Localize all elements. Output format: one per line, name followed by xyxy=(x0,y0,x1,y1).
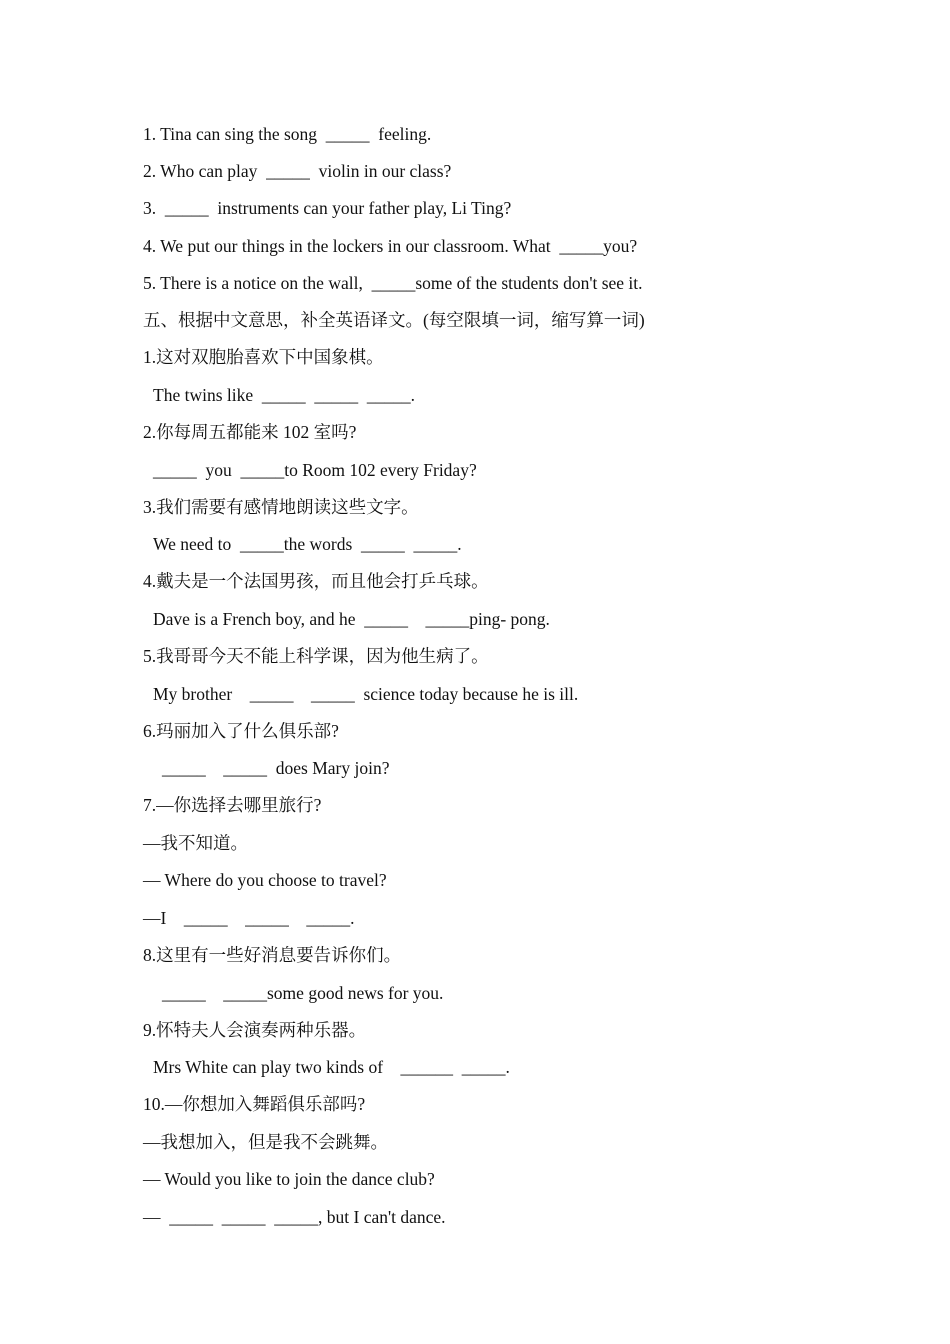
section-five-heading: 五、根据中文意思，补全英语译文。(每空限填一词，缩写算一词) xyxy=(143,310,645,330)
translation-6-english: _____ _____ does Mary join? xyxy=(162,758,390,778)
translation-4-english: Dave is a French boy, and he _____ _____ping- pong. xyxy=(153,609,550,629)
translation-2-english: _____ you _____to Room 102 every Friday? xyxy=(153,460,477,480)
translation-6-chinese: 6.玛丽加入了什么俱乐部? xyxy=(143,721,339,741)
question-4-sentence: 4. We put our things in the lockers in our classroom. What _____you? xyxy=(143,236,638,256)
question-3-sentence: 3. _____ instruments can your father play, Li Ting? xyxy=(143,198,512,218)
translation-10-english-question: — Would you like to join the dance club? xyxy=(143,1169,435,1189)
translation-9-chinese: 9.怀特夫人会演奏两种乐器。 xyxy=(143,1020,367,1040)
translation-4-chinese: 4.戴夫是一个法国男孩，而且他会打乒乓球。 xyxy=(143,571,489,591)
translation-1-chinese: 1.这对双胞胎喜欢下中国象棋。 xyxy=(143,347,384,367)
translation-3-chinese: 3.我们需要有感情地朗读这些文字。 xyxy=(143,497,419,517)
translation-7-english-answer: —I _____ _____ _____. xyxy=(143,908,355,928)
translation-5-chinese: 5.我哥哥今天不能上科学课，因为他生病了。 xyxy=(143,646,489,666)
translation-7-chinese-answer: —我不知道。 xyxy=(143,833,248,853)
translation-1-english: The twins like _____ _____ _____. xyxy=(153,385,415,405)
question-5-sentence: 5. There is a notice on the wall, _____some of the students don't see it. xyxy=(143,273,643,293)
translation-10-english-answer: — _____ _____ _____, but I can't dance. xyxy=(143,1207,446,1227)
question-2-sentence: 2. Who can play _____ violin in our class? xyxy=(143,161,452,181)
translation-8-english: _____ _____some good news for you. xyxy=(162,983,444,1003)
translation-7-english-question: — Where do you choose to travel? xyxy=(143,870,387,890)
translation-9-english: Mrs White can play two kinds of ______ _____. xyxy=(153,1057,510,1077)
translation-10-chinese-question: 10.—你想加入舞蹈俱乐部吗? xyxy=(143,1094,366,1114)
question-1-sentence: 1. Tina can sing the song _____ feeling. xyxy=(143,124,432,144)
translation-5-english: My brother _____ _____ science today because he is ill. xyxy=(153,684,579,704)
translation-3-english: We need to _____the words _____ _____. xyxy=(153,534,462,554)
translation-10-chinese-answer: —我想加入，但是我不会跳舞。 xyxy=(143,1132,388,1152)
translation-2-chinese: 2.你每周五都能来 102 室吗? xyxy=(143,422,357,442)
translation-8-chinese: 8.这里有一些好消息要告诉你们。 xyxy=(143,945,402,965)
translation-7-chinese-question: 7.—你选择去哪里旅行? xyxy=(143,795,322,815)
